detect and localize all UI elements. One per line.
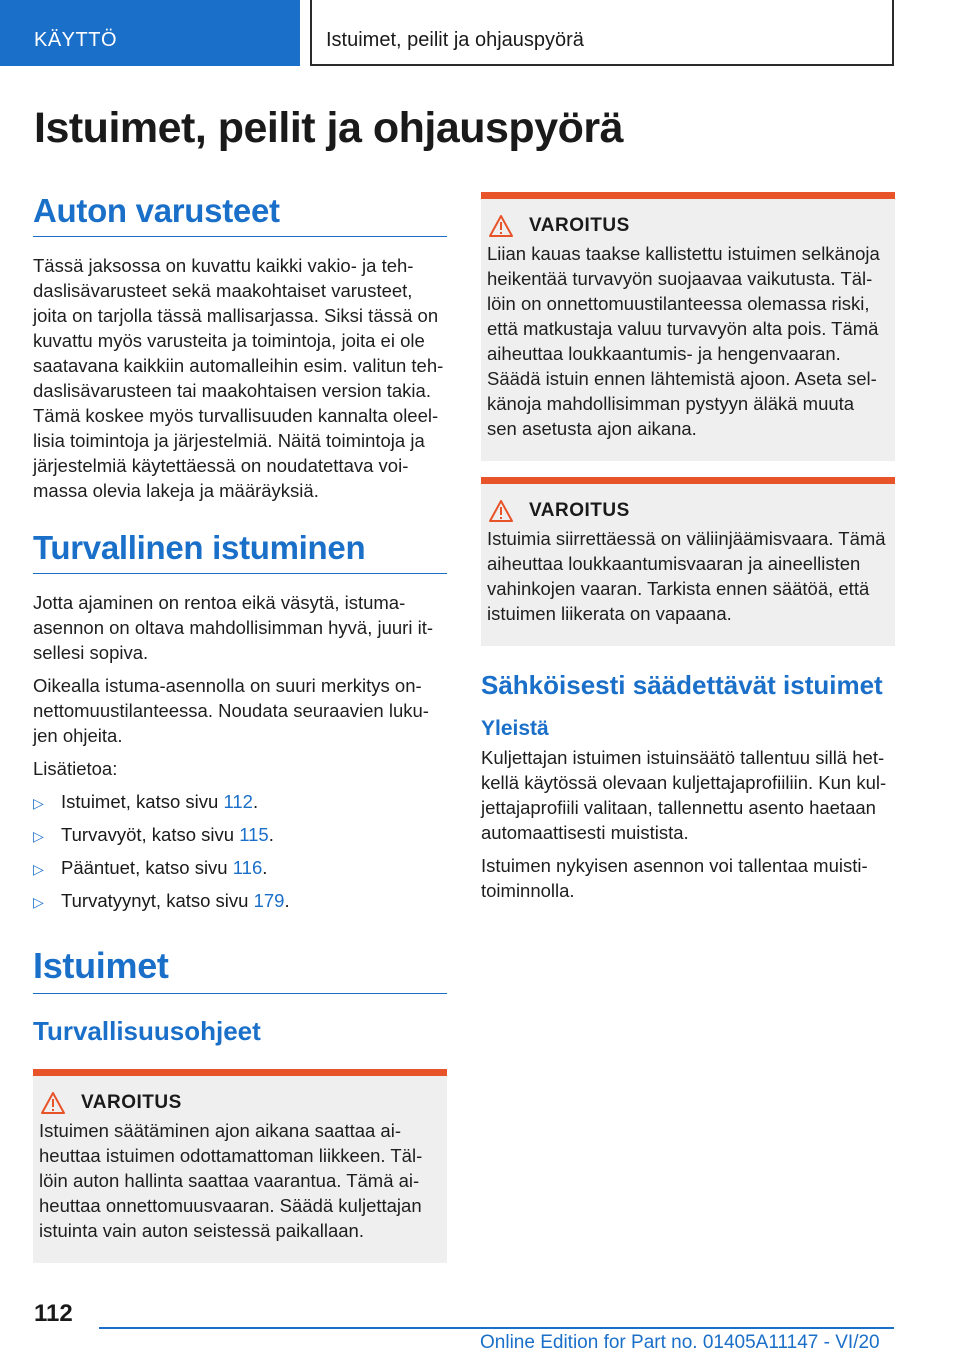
warning-box xyxy=(481,477,895,646)
page-link[interactable]: 112 xyxy=(223,791,253,812)
right-column xyxy=(481,192,895,911)
list-item: ▷ Turvavyöt, katso sivu 115. xyxy=(33,822,447,849)
triangle-bullet-icon: ▷ xyxy=(33,894,44,910)
warning-title: VAROITUS xyxy=(529,215,630,236)
triangle-bullet-icon: ▷ xyxy=(33,795,44,811)
header-chapter-title: Istuimet, peilit ja ohjauspyörä xyxy=(310,0,894,66)
warning-title: VAROITUS xyxy=(529,500,630,521)
page-link[interactable]: 116 xyxy=(232,857,263,878)
warning-triangle-icon xyxy=(489,500,513,522)
warning-text: Istuimen säätäminen ajon aikana saattaa aiheuttaa istuimen odottamattoman liikkeen. Tällöin auton hallinta saattaa vaarantua. Tämä aiheuttaa onnettomuusvaaran. Säädä kuljettajan istuinta vain auton seistessä paikallaan. xyxy=(39,1120,423,1241)
header-section-tab: KÄYTTÖ xyxy=(0,0,300,66)
section-heading-seats: Istuimet xyxy=(33,945,447,994)
subheading-safety-instructions: Turvallisuusohjeet xyxy=(33,1016,261,1046)
warning-box xyxy=(33,1069,447,1263)
footer-edition: Online Edition for Part no. 01405A11147 - VI/20 xyxy=(480,1332,880,1353)
subheading-general: Yleistä xyxy=(481,717,549,740)
list-item: ▷ Istuimet, katso sivu 112. xyxy=(33,789,447,816)
triangle-bullet-icon: ▷ xyxy=(33,861,44,877)
warning-text: Istuimia siirrettäessä on väliinjäämisvaara. Tämä aiheuttaa loukkaantumisvaaran ja aineellisten vahinkojen vaaran. Tarkista ennen säätöä, että istuimen liikerata on vapaana. xyxy=(487,528,886,624)
triangle-bullet-icon: ▷ xyxy=(33,828,44,844)
section-heading-safe-seating: Turvallinen istuminen xyxy=(33,529,447,574)
more-info-label: Lisätietoa: xyxy=(33,758,118,779)
page-link[interactable]: 179 xyxy=(253,890,285,911)
seating-paragraph-2: Oikealla istuma-asennolla on suuri merkitys onnettomuustilanteessa. Noudata seuraavien lukujen ohjeita. xyxy=(33,675,429,746)
warning-text: Liian kauas taakse kallistettu istuimen selkänoja heikentää turvavyön suojaavaa vaikutusta. Tällöin on onnettomuustilanteessa olemassa riski, että matkustaja valuu turvavyön alta pois. Tämä aiheuttaa loukkaantumis- ja hengenvaaran. Säädä istuin ennen lähtemistä ajoon. Aseta selkänoja mahdollisimman pystyyn äläkä muuta sen asetusta ajon aikana. xyxy=(487,243,880,439)
list-item: ▷ Turvatyynyt, katso sivu 179. xyxy=(33,888,447,915)
footer-divider xyxy=(99,1327,894,1329)
list-item: ▷ Pääntuet, katso sivu 116. xyxy=(33,855,447,882)
electric-paragraph-1: Kuljettajan istuimen istuinsäätö tallentuu sillä hetkellä käytössä olevaan kuljettajaprofiiliin. Kun kuljettajaprofiili valitaan, tallennettu asento haetaan automaattisesti muistista. xyxy=(481,747,887,843)
left-column xyxy=(33,192,447,1277)
equipment-paragraph: Tässä jaksossa on kuvattu kaikki vakio- ja tehdaslisävarusteet sekä maakohtaiset varusteet, joita on tarjolla tässä mallisarjassa. Siksi tässä on kuvattu myös varusteita ja toimintoja, joita ei ole saatavana kaikkiin automalleihin esim. valitun tehdaslisävarusteen tai maakohtaisen version takia. Tämä koskee myös turvallisuuden kannalta oleellisia toimintoja ja järjestelmiä. Näitä toimintoja ja järjestelmiä käytettäessä on noudatettava voimassa olevia lakeja ja määräyksiä. xyxy=(33,255,444,501)
section-heading-equipment: Auton varusteet xyxy=(33,192,447,237)
seating-paragraph-1: Jotta ajaminen on rentoa eikä väsytä, istuma-asennon on oltava mahdollisimman hyvä, juuri itsellesi sopiva. xyxy=(33,592,434,663)
page-number: 112 xyxy=(34,1300,73,1327)
warning-title: VAROITUS xyxy=(81,1092,182,1113)
page-title: Istuimet, peilit ja ohjauspyörä xyxy=(34,104,624,152)
electric-paragraph-2: Istuimen nykyisen asennon voi tallentaa muistitoiminnolla. xyxy=(481,855,868,901)
reference-list xyxy=(33,789,447,915)
warning-triangle-icon xyxy=(489,215,513,237)
page-link[interactable]: 115 xyxy=(239,824,269,845)
warning-triangle-icon xyxy=(41,1092,65,1114)
subheading-electric-seats: Sähköisesti säädettävät istuimet xyxy=(481,670,883,700)
warning-box xyxy=(481,192,895,461)
